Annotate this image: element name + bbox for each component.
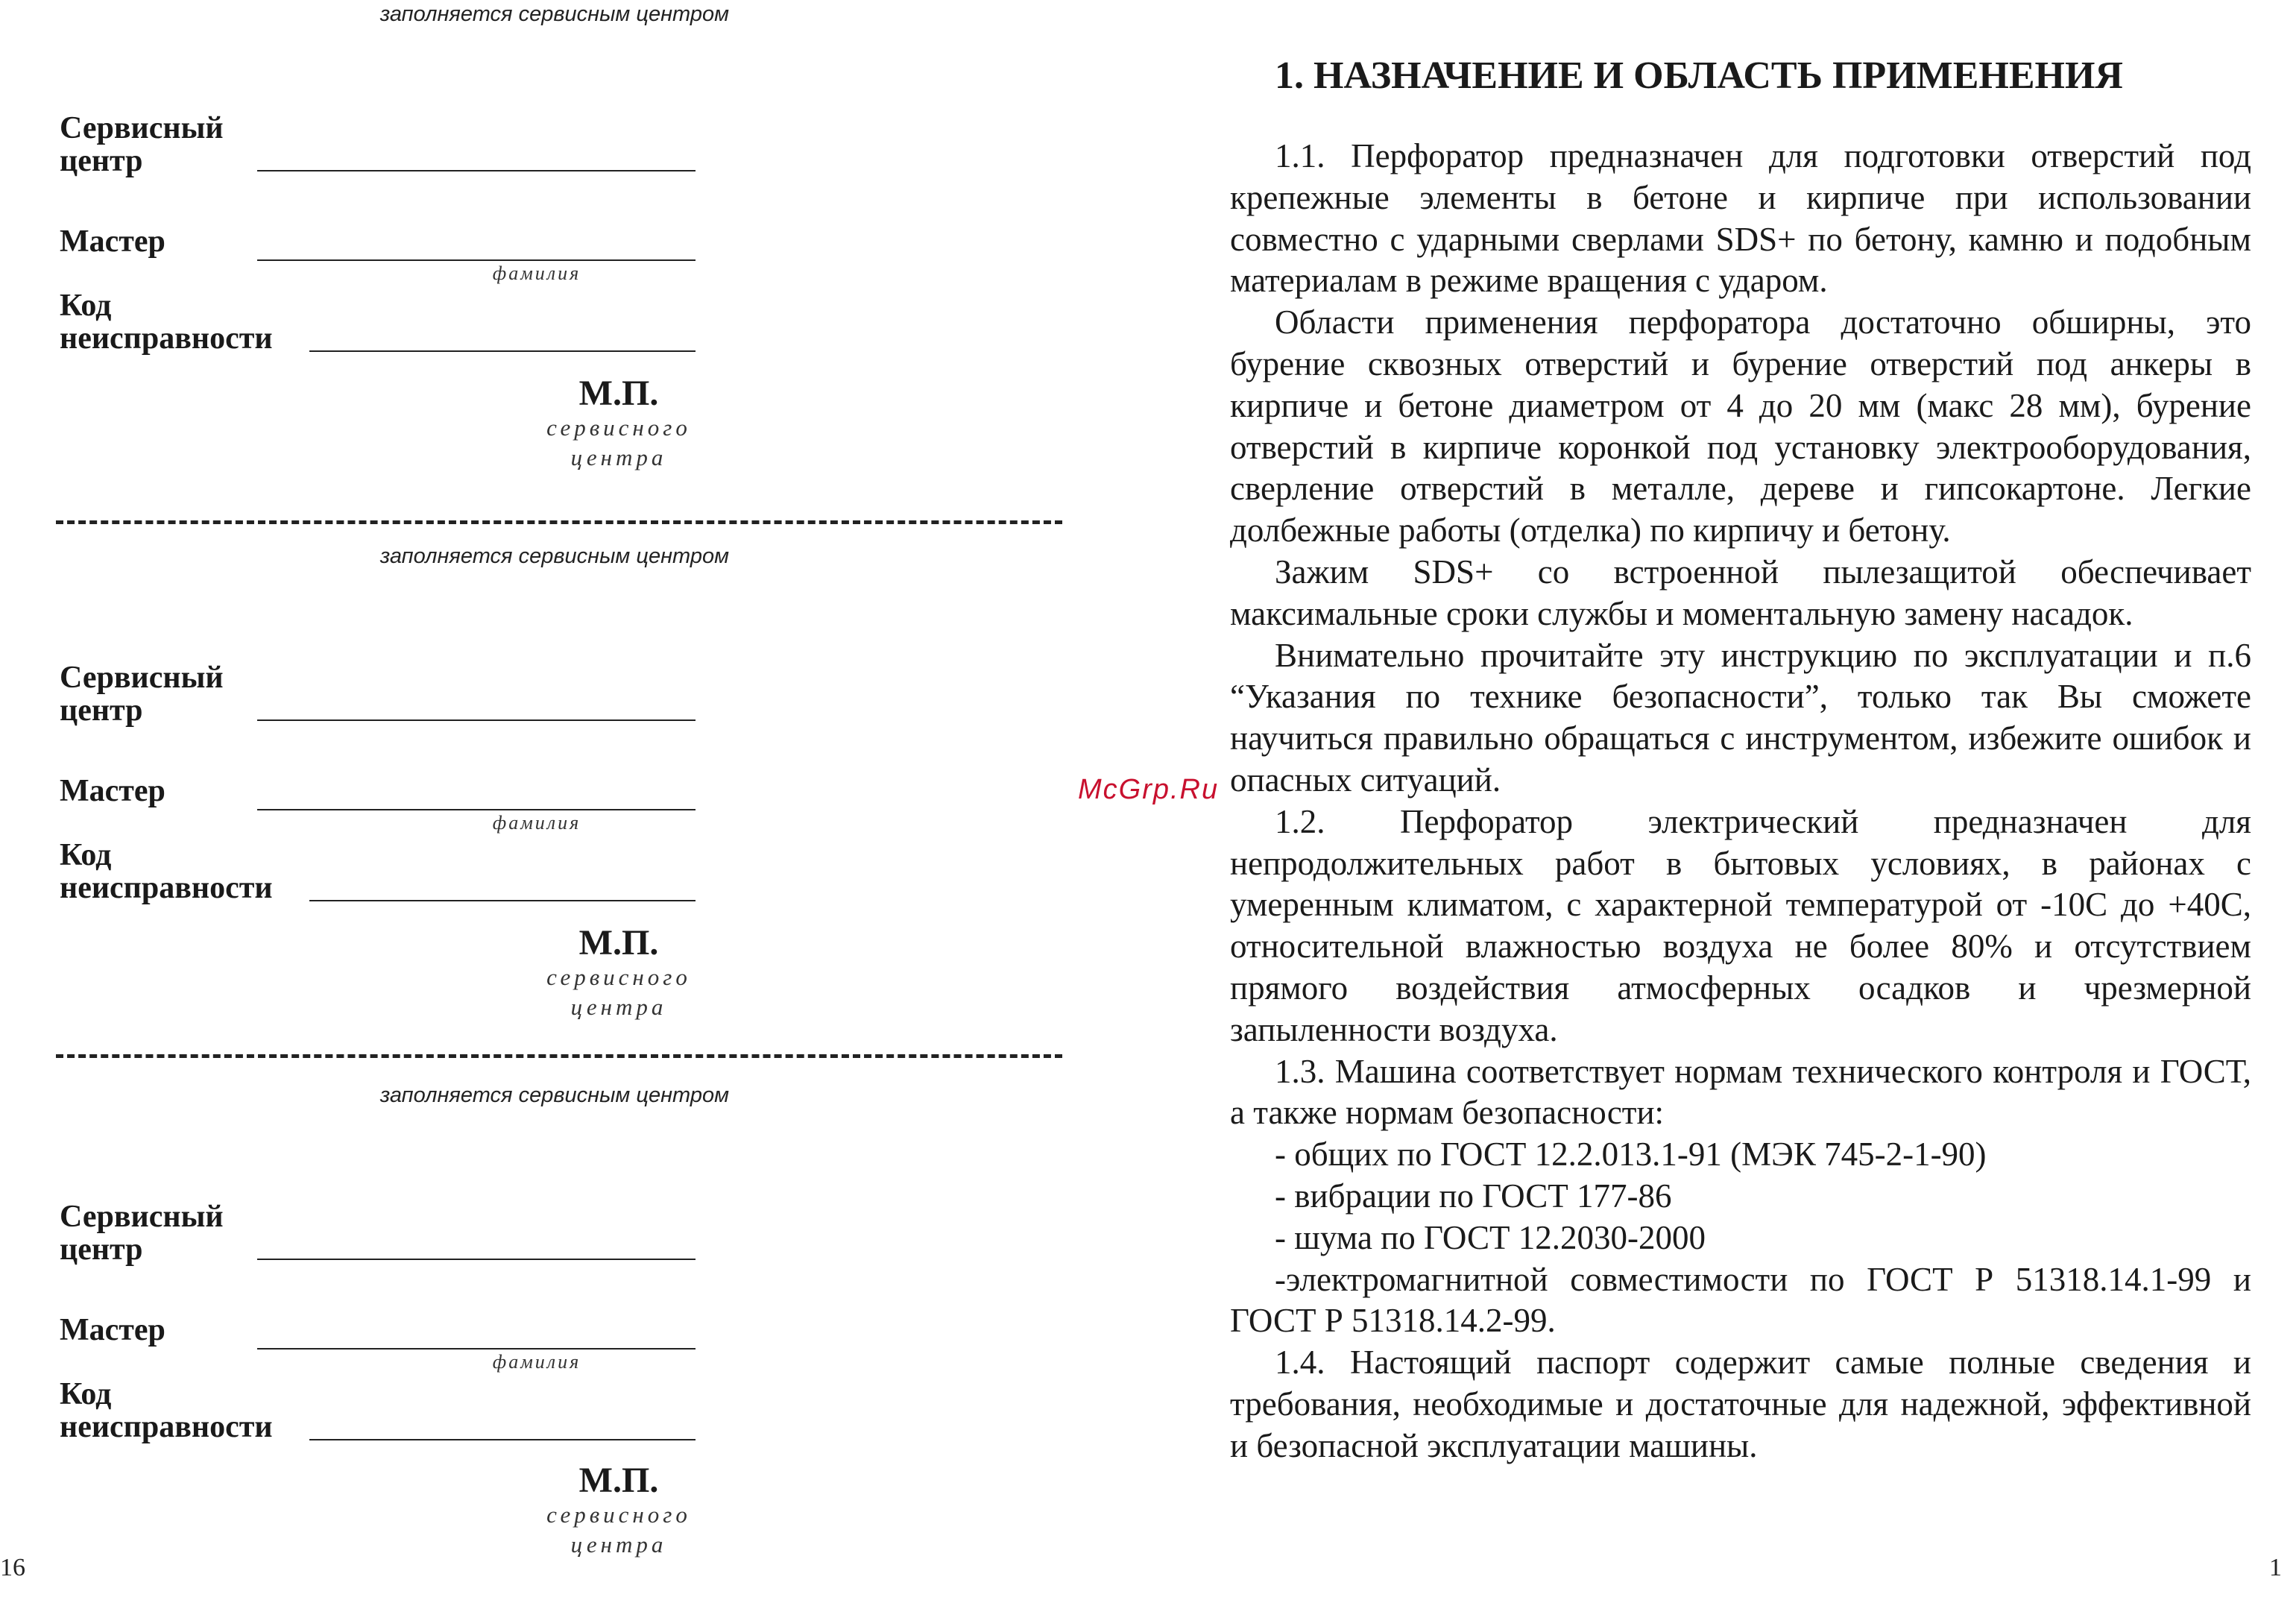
cut-line-1 [56, 520, 1062, 524]
master-label: Мастер [60, 1313, 165, 1347]
service-form-1 [0, 0, 1073, 514]
service-note: заполняется сервисным центром [379, 2, 729, 26]
service-form-2 [0, 527, 1073, 1064]
stamp-title: М.П. [578, 1461, 659, 1500]
cut-line-2 [56, 1054, 1062, 1058]
right-page [1223, 0, 2282, 1584]
stamp-title: М.П. [578, 923, 659, 963]
left-page [0, 0, 1073, 1584]
watermark: McGrp.Ru [1078, 774, 1220, 805]
surname-hint: фамилия [492, 1351, 581, 1373]
service-center-label: Сервисный центр [60, 111, 224, 178]
standard-item: - вибрации по ГОСТ 177-86 [1275, 1177, 1672, 1215]
fault-code-field[interactable] [309, 1439, 696, 1440]
service-center-label: Сервисный центр [60, 1200, 224, 1267]
master-label: Мастер [60, 774, 165, 808]
service-center-label: Сервисный центр [60, 661, 224, 728]
service-center-field[interactable] [257, 719, 696, 721]
fault-code-label: Код неисправности [60, 289, 273, 356]
master-field[interactable] [257, 259, 696, 261]
stamp-title: М.П. [578, 374, 659, 413]
fault-code-field[interactable] [309, 900, 696, 901]
paragraph-1-2: 1.2. Перфоратор электрический предназначен для непродолжительных работ в бытовых условиях, в районах с умеренным климатом, с характерной температурой от -10С до +40С, относительной влажностью воздуха не более 80% и отсутствием прямого воздействия атмосферных осадков и чрезмерной запыленности воздуха. [1230, 802, 2251, 1048]
service-center-field[interactable] [257, 170, 696, 171]
stamp-subtitle: сервисного центра [546, 415, 691, 470]
fault-code-label: Код неисправности [60, 838, 273, 905]
section-heading: 1. НАЗНАЧЕНИЕ И ОБЛАСТЬ ПРИМЕНЕНИЯ [1275, 54, 2123, 97]
page-number-right: 1 [2269, 1554, 2282, 1581]
stamp-subtitle: сервисного центра [546, 964, 691, 1020]
service-form-3 [0, 1066, 1073, 1603]
paragraph-read-manual: Внимательно прочитайте эту инструкцию по эксплуатации и п.6 “Указания по технике безопасности”, только так Вы сможете научиться правильно обращаться с инструментом, избежите ошибок и опасных ситуаций. [1230, 636, 2251, 799]
master-field[interactable] [257, 809, 696, 810]
fault-code-field[interactable] [309, 350, 696, 352]
paragraph-1-1: 1.1. Перфоратор предназначен для подготовки отверстий под крепежные элементы в бетоне и кирпиче при использовании совместно с ударными сверлами SDS+ по бетону, камню и подобным материалам в режиме вращения с ударом. [1230, 137, 2251, 300]
master-label: Мастер [60, 224, 165, 259]
section-body [1230, 136, 2251, 1467]
surname-hint: фамилия [492, 812, 581, 834]
page-number-left: 16 [0, 1554, 25, 1581]
paragraph-1-4: 1.4. Настоящий паспорт содержит самые полные сведения и требования, необходимые и достаточные для надежной, эффективной и безопасной эксплуатации машины. [1230, 1344, 2251, 1464]
service-note: заполняется сервисным центром [379, 1083, 729, 1107]
fault-code-label: Код неисправности [60, 1377, 273, 1444]
standard-item: - шума по ГОСТ 12.2030-2000 [1275, 1218, 1706, 1256]
service-note: заполняется сервисным центром [379, 544, 729, 568]
stamp-subtitle: сервисного центра [546, 1502, 691, 1558]
service-center-field[interactable] [257, 1259, 696, 1260]
standard-item: -электромагнитной совместимости по ГОСТ Р 51318.14.1-99 и ГОСТ Р 51318.14.2-99. [1230, 1260, 2251, 1340]
standard-item: - общих по ГОСТ 12.2.013.1-91 (МЭК 745-2-1-90) [1275, 1136, 1987, 1174]
paragraph-applications: Области применения перфоратора достаточно обширны, это бурение сквозных отверстий и бурение отверстий под анкеры в кирпиче и бетоне диаметром от 4 до 20 мм (макс 28 мм), бурение отверстий в кирпиче коронкой под установку электрооборудования, сверление отверстий в металле, дереве и гипсокартоне. Легкие долбежные работы (отделка) по кирпичу и бетону. [1230, 303, 2251, 549]
surname-hint: фамилия [492, 262, 581, 284]
master-field[interactable] [257, 1348, 696, 1350]
paragraph-1-3: 1.3. Машина соответствует нормам технического контроля и ГОСТ, а также нормам безопасности: [1230, 1052, 2251, 1132]
paragraph-sds: Зажим SDS+ со встроенной пылезащитой обеспечивает максимальные сроки службы и моментальную замену насадок. [1230, 552, 2251, 632]
